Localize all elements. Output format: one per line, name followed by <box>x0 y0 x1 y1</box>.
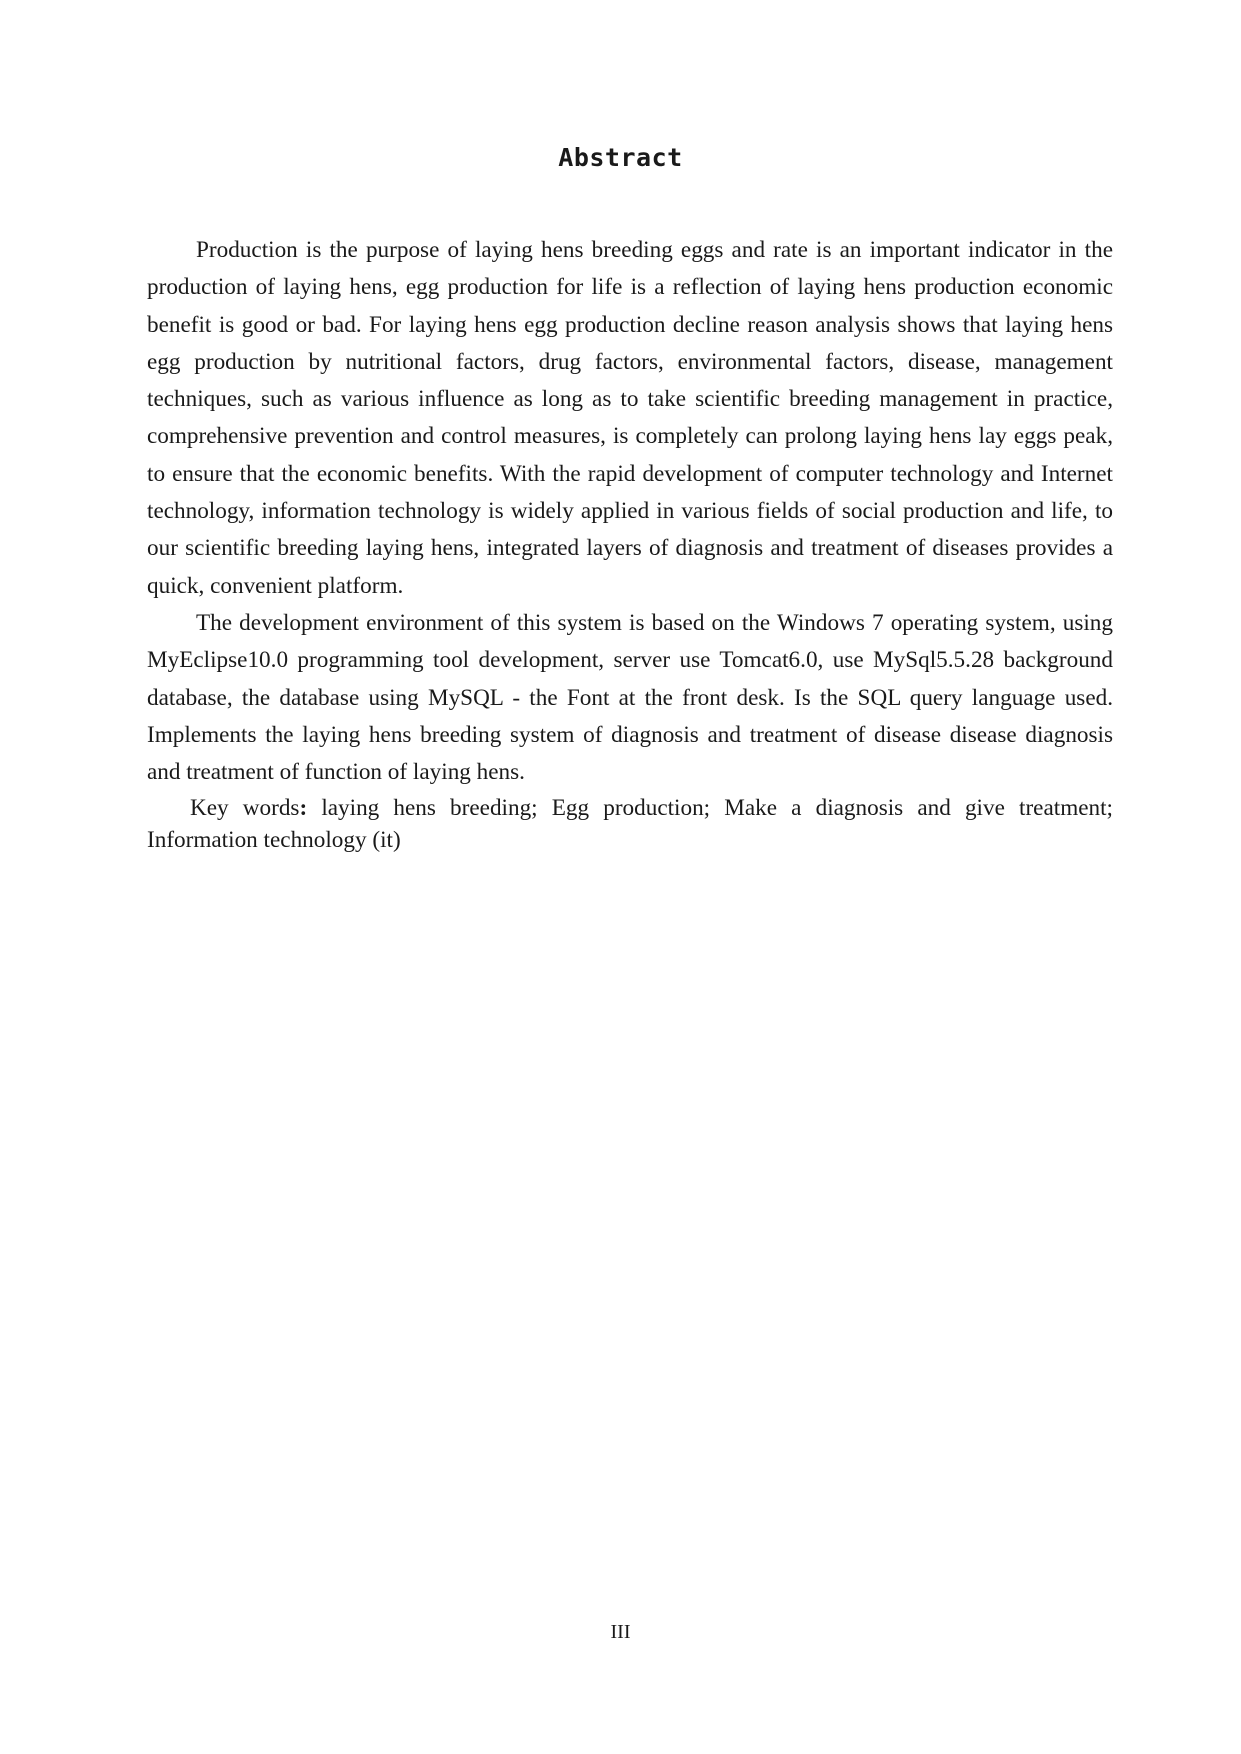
abstract-body <box>147 232 1113 856</box>
keywords-label: Key words <box>190 795 300 822</box>
abstract-title: Abstract <box>558 143 683 172</box>
abstract-paragraph-2: The development environment of this system is based on the Windows 7 operating system, using MyEclipse10.0 programming tool development, server use Tomcat6.0, use MySql5.5.28 background database, the database using MySQL - the Font at the front desk. Is the SQL query language used. Implements the laying hens breeding system of diagnosis and treatment of disease disease diagnosis and treatment of function of laying hens. <box>147 609 1113 786</box>
keywords-paragraph <box>147 792 1113 856</box>
keywords-text: laying hens breeding; Egg production; Make a diagnosis and give treatment; Information technology (it) <box>147 795 1113 854</box>
page-number: III <box>610 1621 631 1643</box>
abstract-paragraph-1: Production is the purpose of laying hens breeding eggs and rate is an important indicator in the production of laying hens, egg production for life is a reflection of laying hens production economic benefit is good or bad. For laying hens egg production decline reason analysis shows that laying hens egg production by nutritional factors, drug factors, environmental factors, disease, management techniques, such as various influence as long as to take scientific breeding management in practice, comprehensive prevention and control measures, is completely can prolong laying hens lay eggs peak, to ensure that the economic benefits. With the rapid development of computer technology and Internet technology, information technology is widely applied in various fields of social production and life, to our scientific breeding laying hens, integrated layers of diagnosis and treatment of diseases provides a quick, convenient platform. <box>147 237 1113 599</box>
keywords-colon: : <box>299 795 308 822</box>
